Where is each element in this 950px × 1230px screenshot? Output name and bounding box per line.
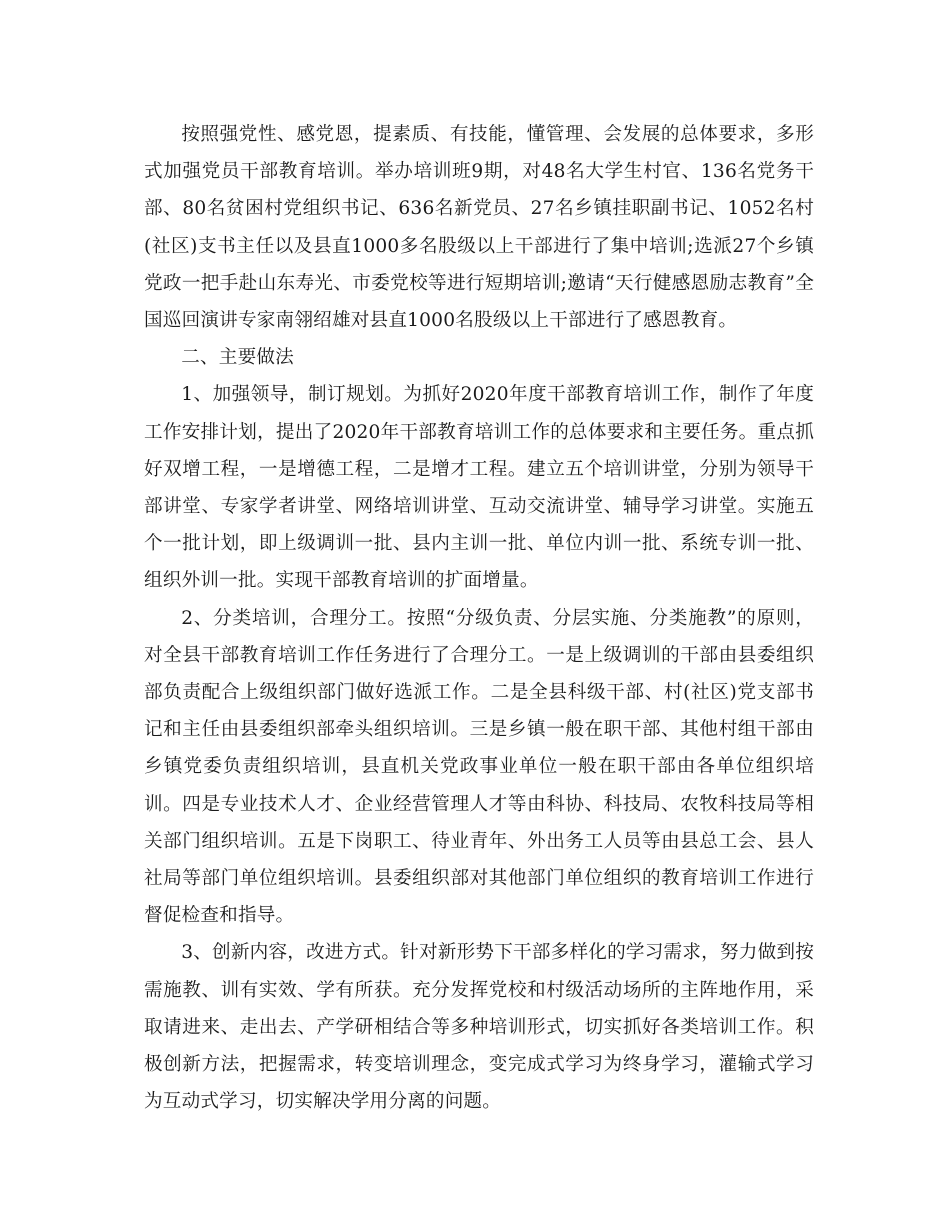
document-body	[144, 116, 814, 1120]
paragraph-training-summary: 按照强党性、感党恩，提素质、有技能，懂管理、会发展的总体要求，多形式加强党员干部教育培训。举办培训班9期，对48名大学生村官、136名党务干部、80名贫困村党组织书记、636名新党员、27名乡镇挂职副书记、1052名村(社区)支书主任以及县直1000多名股级以上干部进行了集中培训;选派27个乡镇党政一把手赴山东寿光、市委党校等进行短期培训;邀请“天行健感恩励志教育”全国巡回演讲专家南翎绍雄对县直1000名股级以上干部进行了感恩教育。	[144, 124, 814, 332]
paragraph-practice-3: 3、创新内容，改进方式。针对新形势下干部多样化的学习需求，努力做到按需施教、训有实效、学有所获。充分发挥党校和村级活动场所的主阵地作用，采取请进来、走出去、产学研相结合等多种培训形式，切实抓好各类培训工作。积极创新方法，把握需求，转变培训理念，变完成式学习为终身学习，灌输式学习为互动式学习，切实解决学用分离的问题。	[144, 942, 814, 1113]
paragraph-practice-1: 1、加强领导，制订规划。为抓好2020年度干部教育培训工作，制作了年度工作安排计划，提出了2020年干部教育培训工作的总体要求和主要任务。重点抓好双增工程，一是增德工程，二是增才工程。建立五个培训讲堂，分别为领导干部讲堂、专家学者讲堂、网络培训讲堂、互动交流讲堂、辅导学习讲堂。实施五个一批计划，即上级调训一批、县内主训一批、单位内训一批、系统专训一批、组织外训一批。实现干部教育培训的扩面增量。	[144, 384, 814, 592]
section-heading-main-practices: 二、主要做法	[181, 347, 294, 369]
paragraph-practice-2: 2、分类培训，合理分工。按照“分级负责、分层实施、分类施教”的原则，对全县干部教育培训工作任务进行了合理分工。一是上级调训的干部由县委组织部负责配合上级组织部门做好选派工作。二是全县科级干部、村(社区)党支部书记和主任由县委组织部牵头组织培训。三是乡镇一般在职干部、其他村组干部由乡镇党委负责组织培训，县直机关党政事业单位一般在职干部由各单位组织培训。四是专业技术人才、企业经营管理人才等由科协、科技局、农牧科技局等相关部门组织培训。五是下岗职工、待业青年、外出务工人员等由县总工会、县人社局等部门单位组织培训。县委组织部对其他部门单位组织的教育培训工作进行督促检查和指导。	[144, 607, 814, 927]
